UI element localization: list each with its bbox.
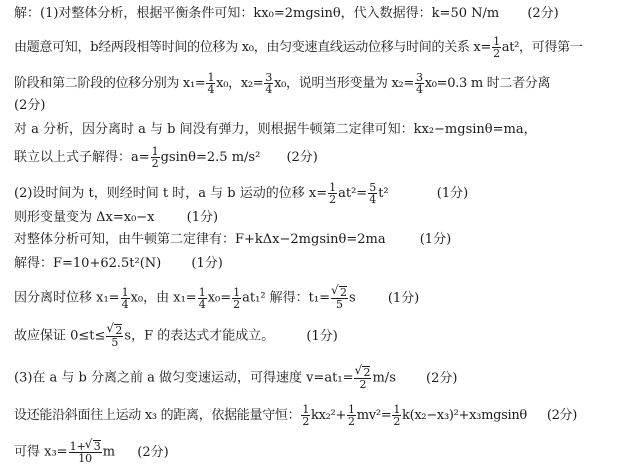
score-9: (1分) <box>419 232 452 247</box>
score-8: (1分) <box>186 210 219 225</box>
score-7: (1分) <box>436 186 469 201</box>
fraction-three-quarter-2: $\frac{3}{4}$ <box>415 71 423 96</box>
line-3-mid2: x₀，说明当形变量为 x₂= <box>274 76 414 91</box>
fraction-half-5: $\frac{1}{2}$ <box>302 403 310 428</box>
line-14-b: mv²= <box>356 408 392 423</box>
line-3-post: x₀=0.3 m 时二者分离 <box>424 76 551 91</box>
line-2-pre: 由题意可知，b经两段相等时间的位移为 x₀，由匀变速直线运动位移与时间的关系 x= <box>14 40 492 55</box>
line-13 <box>14 366 457 390</box>
line-11-mid: x₀，由 x₁= <box>130 290 197 306</box>
fraction-half-2: $\frac{1}{2}$ <box>151 145 159 170</box>
line-3-mid: x₀，x₂= <box>216 76 264 91</box>
line-12 <box>14 324 338 348</box>
line-11-mid3: at₁² 解得：t₁= <box>242 290 330 306</box>
line-5 <box>14 122 537 138</box>
line-10 <box>14 256 223 272</box>
score-4: (2分) <box>14 98 46 113</box>
line-15-pre: 可得 x₃= <box>14 444 68 460</box>
fraction-half-4: $\frac{1}{2}$ <box>233 285 241 311</box>
line-9 <box>14 232 451 248</box>
line-6-pre: 联立以上式子解得：a= <box>14 150 150 165</box>
line-1 <box>14 6 559 22</box>
line-7-mid: at²= <box>338 186 368 201</box>
fraction-sqrt2-over-2: √ $\frac{2}{2}$ <box>354 366 371 390</box>
score-10: (1分) <box>191 256 223 271</box>
score-11: (1分) <box>387 290 420 306</box>
fraction-quarter-2: $\frac{1}{4}$ <box>121 285 129 311</box>
line-11 <box>14 286 419 310</box>
fraction-sqrt2-over-5-2: √ $\frac{2}{5}$ <box>106 324 123 348</box>
line-9-text: 对整体分析可知，由牛顿第二定律有：F+kΔx−2mgsinθ=2ma <box>14 232 386 247</box>
line-3 <box>14 72 550 95</box>
fraction-half: $\frac{1}{2}$ <box>493 35 500 60</box>
line-2 <box>14 36 583 59</box>
fraction-half-6: $\frac{1}{2}$ <box>348 403 355 428</box>
line-8 <box>14 210 218 226</box>
score-15: (2分) <box>137 444 169 460</box>
fraction-half-3: $\frac{1}{2}$ <box>329 181 337 206</box>
line-1-text: 解：(1)对整体分析，根据平衡条件可知：kx₀=2mgsinθ，代入数据得：k=50 N/m <box>14 6 500 21</box>
fraction-five-quarter: $\frac{5}{4}$ <box>369 181 377 206</box>
score-12: (1分) <box>306 328 338 344</box>
line-15 <box>14 440 169 464</box>
line-13-post: m/s <box>372 370 396 386</box>
line-12-pre: 故应保证 0≤t≤ <box>14 328 106 344</box>
score-1: (2分) <box>527 6 559 21</box>
line-3-pre: 阶段和第二阶段的位移分别为 x₁= <box>14 76 206 91</box>
line-14-a: kx₂²+ <box>311 408 347 423</box>
line-8-text: 则形变量变为 Δx=x₀−x <box>14 210 155 225</box>
line-4 <box>14 98 45 114</box>
score-6: (2分) <box>286 150 318 165</box>
line-15-post: m <box>102 444 116 460</box>
fraction-half-7: $\frac{1}{2}$ <box>393 403 401 428</box>
line-11-post: s <box>349 290 356 306</box>
fraction-three-quarter: $\frac{3}{4}$ <box>265 71 273 96</box>
fraction-quarter: $\frac{1}{4}$ <box>207 71 215 96</box>
line-7-post: t² <box>378 186 389 201</box>
fraction-sqrt2-over-5: √ $\frac{2}{5}$ <box>331 286 348 310</box>
score-13: (2分) <box>426 370 458 386</box>
fraction-result: $\frac{1+√ 3}{10}$ <box>69 440 102 464</box>
line-10-text: 解得：F=10+62.5t²(N) <box>14 256 162 271</box>
line-11-pre: 因分离时位移 x₁= <box>14 290 120 306</box>
fraction-quarter-3: $\frac{1}{4}$ <box>198 285 206 311</box>
line-13-pre: (3)在 a 与 b 分离之前 a 做匀变速运动，可得速度 v=at₁= <box>14 370 354 386</box>
line-14-c: k(x₂−x₃)²+x₃mgsinθ <box>402 408 527 423</box>
line-7-pre: (2)设时间为 t，则经时间 t 时，a 与 b 运动的位移 x= <box>14 186 328 201</box>
line-7 <box>14 182 468 205</box>
line-14-pre: 设还能沿斜面往上运动 x₃ 的距离，依据能量守恒： <box>14 408 301 423</box>
line-6 <box>14 146 318 169</box>
line-6-post: gsinθ=2.5 m/s² <box>160 150 261 165</box>
score-14: (2分) <box>546 408 578 423</box>
line-14 <box>14 404 577 427</box>
line-11-mid2: x₀= <box>207 290 232 306</box>
line-12-post: s，F 的表达式才能成立。 <box>124 328 275 344</box>
line-2-post: at²，可得第一 <box>501 40 583 55</box>
line-5-text: 对 a 分析，因分离时 a 与 b 间没有弹力，则根据牛顿第二定律可知：kx₂−mgsinθ=ma， <box>14 122 537 137</box>
